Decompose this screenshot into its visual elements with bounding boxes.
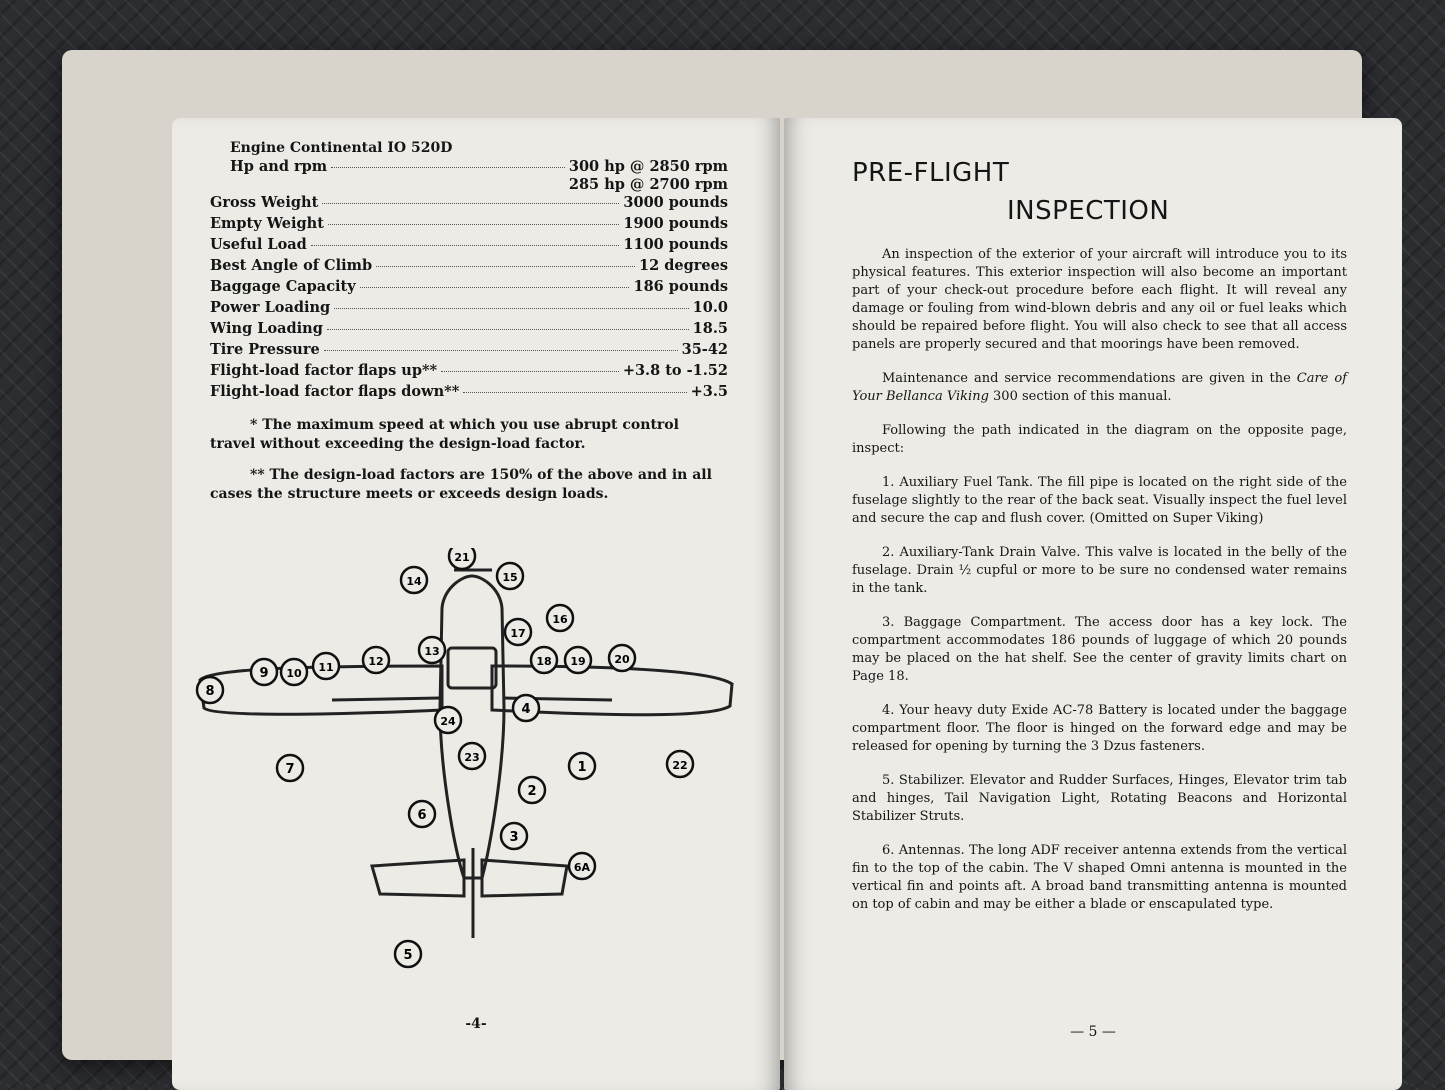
callout-4 <box>513 695 539 721</box>
svg-text:13: 13 <box>424 645 440 658</box>
callout-2 <box>519 777 545 803</box>
maintenance-italic-title: Care of Your Bellanca Viking <box>852 371 1347 404</box>
svg-text:20: 20 <box>614 653 630 666</box>
spec-label: Empty Weight <box>210 215 324 232</box>
svg-text:9: 9 <box>259 666 269 681</box>
spec-label: Useful Load <box>210 236 307 253</box>
maintenance-text: Maintenance and service recommendations are given in the <box>882 371 1297 386</box>
callout-18 <box>531 647 557 673</box>
svg-text:14: 14 <box>406 575 422 588</box>
spec-value: +3.5 <box>690 383 728 400</box>
svg-text:17: 17 <box>510 627 526 640</box>
spec-row <box>210 383 728 404</box>
note-maximum-speed: * The maximum speed at which you use abrupt control travel without exceeding the design-load factor. <box>210 417 679 452</box>
page-4 <box>172 118 780 1090</box>
spec-leader-dots <box>334 308 689 309</box>
callout-6 <box>409 801 435 827</box>
svg-text:7: 7 <box>285 762 295 777</box>
note-design-load: ** The design-load factors are 150% of the above and in all cases the structure meets or exceeds design loads. <box>210 467 712 502</box>
callout-19 <box>565 647 591 673</box>
inspection-steps <box>852 474 1347 914</box>
callout-14 <box>401 567 427 593</box>
inspection-step: 4. Your heavy duty Exide AC-78 Battery is located under the baggage compartment floor. The floor is hinged on the forward edge and may be released for opening by turning the 3 Dzus fasteners. <box>852 703 1347 754</box>
callout-1 <box>569 753 595 779</box>
intro-paragraph: An inspection of the exterior of your aircraft will introduce you to its physical features. This exterior inspection will also become an important part of your check-out procedure before each flight. It will reveal any damage or fouling from wind-blown debris and any oil or fuel leaks which should be repaired before flight. You will also check to see that all access panels are properly secured and that moorings have been removed. <box>852 247 1347 352</box>
left-stabilizer <box>372 860 464 896</box>
callout-3 <box>501 823 527 849</box>
spec-table <box>210 158 728 404</box>
svg-text:22: 22 <box>672 759 688 772</box>
callout-9 <box>251 659 277 685</box>
spec-value: 186 pounds <box>633 278 728 295</box>
callout-8 <box>197 677 223 703</box>
spec-label: Flight-load factor flaps up** <box>210 362 438 379</box>
spec-value: 35-42 <box>681 341 728 358</box>
svg-text:12: 12 <box>368 655 384 668</box>
svg-text:15: 15 <box>502 571 518 584</box>
svg-text:24: 24 <box>440 715 456 728</box>
title-pre-flight: PRE-FLIGHT <box>852 158 1010 188</box>
svg-text:3: 3 <box>509 830 519 845</box>
spec-label: Wing Loading <box>210 320 323 337</box>
svg-text:1: 1 <box>577 760 587 775</box>
canopy <box>448 648 496 688</box>
svg-text:19: 19 <box>570 655 586 668</box>
callout-11 <box>313 653 339 679</box>
page-number-left: -4- <box>465 1016 487 1032</box>
inspection-step: 6. Antennas. The long ADF receiver antenna extends from the vertical fin to the top of the cabin. The V shaped Omni antenna is mounted in the vertical fin and points aft. A broad band transmitting antenna is mounted on top of cabin and may be either a blade or enscapulated type. <box>852 843 1347 912</box>
callout-22 <box>667 751 693 777</box>
callout-17 <box>505 619 531 645</box>
spec-leader-dots <box>311 245 620 246</box>
callout-7 <box>277 755 303 781</box>
spec-leader-dots <box>328 224 619 225</box>
svg-text:23: 23 <box>464 751 480 764</box>
diagram-callouts <box>197 548 693 967</box>
spec-leader-dots <box>324 350 678 351</box>
svg-text:2: 2 <box>527 784 537 799</box>
page-5 <box>784 118 1402 1090</box>
callout-12 <box>363 647 389 673</box>
spec-label: Flight-load factor flaps down** <box>210 383 460 400</box>
spec-value: 3000 pounds <box>623 194 728 211</box>
spec-value: 1100 pounds <box>623 236 728 253</box>
spec-label: Best Angle of Climb <box>210 257 373 274</box>
aircraft-inspection-diagram <box>192 548 752 978</box>
callout-16 <box>547 605 573 631</box>
spec-leader-dots <box>331 167 565 168</box>
callout-20 <box>609 645 635 671</box>
spec-leader-dots <box>376 266 635 267</box>
spec-leader-dots <box>441 371 619 372</box>
callout-23 <box>459 743 485 769</box>
callout-5 <box>395 941 421 967</box>
spec-row <box>210 278 728 299</box>
svg-text:8: 8 <box>205 684 215 699</box>
spec-value: +3.8 to -1.52 <box>622 362 728 379</box>
spec-label: Tire Pressure <box>210 341 320 358</box>
callout-13 <box>419 637 445 663</box>
inspection-step: 5. Stabilizer. Elevator and Rudder Surfaces, Hinges, Elevator trim tab and hinges, Tail Navigation Light, Rotating Beacons and Horizontal Stabilizer Struts. <box>852 773 1347 824</box>
right-stabilizer <box>482 860 567 896</box>
callout-21 <box>449 548 475 569</box>
maintenance-text-end: 300 section of this manual. <box>988 389 1172 404</box>
spec-row <box>210 341 728 362</box>
spec-notes <box>210 416 728 504</box>
svg-text:5: 5 <box>403 948 413 963</box>
spec-row <box>210 362 728 383</box>
callout-6a <box>569 853 595 879</box>
page-number-right: — 5 — <box>1070 1024 1116 1040</box>
spec-leader-dots <box>327 329 689 330</box>
spec-leader-dots <box>360 287 630 288</box>
path-paragraph: Following the path indicated in the diagram on the opposite page, inspect: <box>852 423 1347 456</box>
callout-10 <box>281 659 307 685</box>
svg-text:16: 16 <box>552 613 568 626</box>
svg-text:4: 4 <box>521 702 531 717</box>
spec-value: 12 degrees <box>639 257 728 274</box>
maintenance-paragraph <box>852 370 1347 406</box>
svg-text:21: 21 <box>454 551 470 564</box>
spec-row <box>210 320 728 341</box>
spec-row <box>210 215 728 236</box>
spec-label: Baggage Capacity <box>210 278 356 295</box>
spec-value: 300 hp @ 2850 rpm <box>568 158 728 175</box>
svg-text:10: 10 <box>286 667 302 680</box>
spec-row <box>210 299 728 320</box>
spec-leader-dots <box>322 203 619 204</box>
spec-leader-dots <box>463 392 686 393</box>
spec-value-alt: 285 hp @ 2700 rpm <box>568 176 728 193</box>
svg-text:11: 11 <box>318 661 334 674</box>
svg-text:18: 18 <box>536 655 552 668</box>
spec-row <box>210 257 728 278</box>
callout-15 <box>497 563 523 589</box>
engine-heading: Engine Continental IO 520D <box>230 140 453 156</box>
callout-24 <box>435 707 461 733</box>
inspection-step: 2. Auxiliary-Tank Drain Valve. This valve is located in the belly of the fuselage. Drain ½ cupful or more to be sure no condensed water remains in the tank. <box>852 545 1347 596</box>
manual-booklet <box>62 50 1362 1060</box>
spec-label: Power Loading <box>210 299 331 316</box>
spec-value: 18.5 <box>692 320 728 337</box>
spec-row <box>210 236 728 257</box>
svg-text:6: 6 <box>417 808 427 823</box>
spec-row <box>210 194 728 215</box>
spec-value: 10.0 <box>692 299 728 316</box>
title-inspection: INSPECTION <box>1007 196 1170 226</box>
spec-value: 1900 pounds <box>623 215 728 232</box>
inspection-step: 1. Auxiliary Fuel Tank. The fill pipe is located on the right side of the fuselage slightly to the rear of the back seat. Visually inspect the fuel level and secure the cap and flush cover. (Omitted on Super Viking) <box>852 475 1347 526</box>
inspection-step: 3. Baggage Compartment. The access door has a key lock. The compartment accommodates 186 pounds of luggage of which 20 pounds may be placed on the hat shelf. See the center of gravity limits chart on Page 18. <box>852 615 1347 684</box>
svg-text:6A: 6A <box>573 861 591 874</box>
spec-label: Hp and rpm <box>230 158 328 175</box>
spec-label: Gross Weight <box>210 194 319 211</box>
